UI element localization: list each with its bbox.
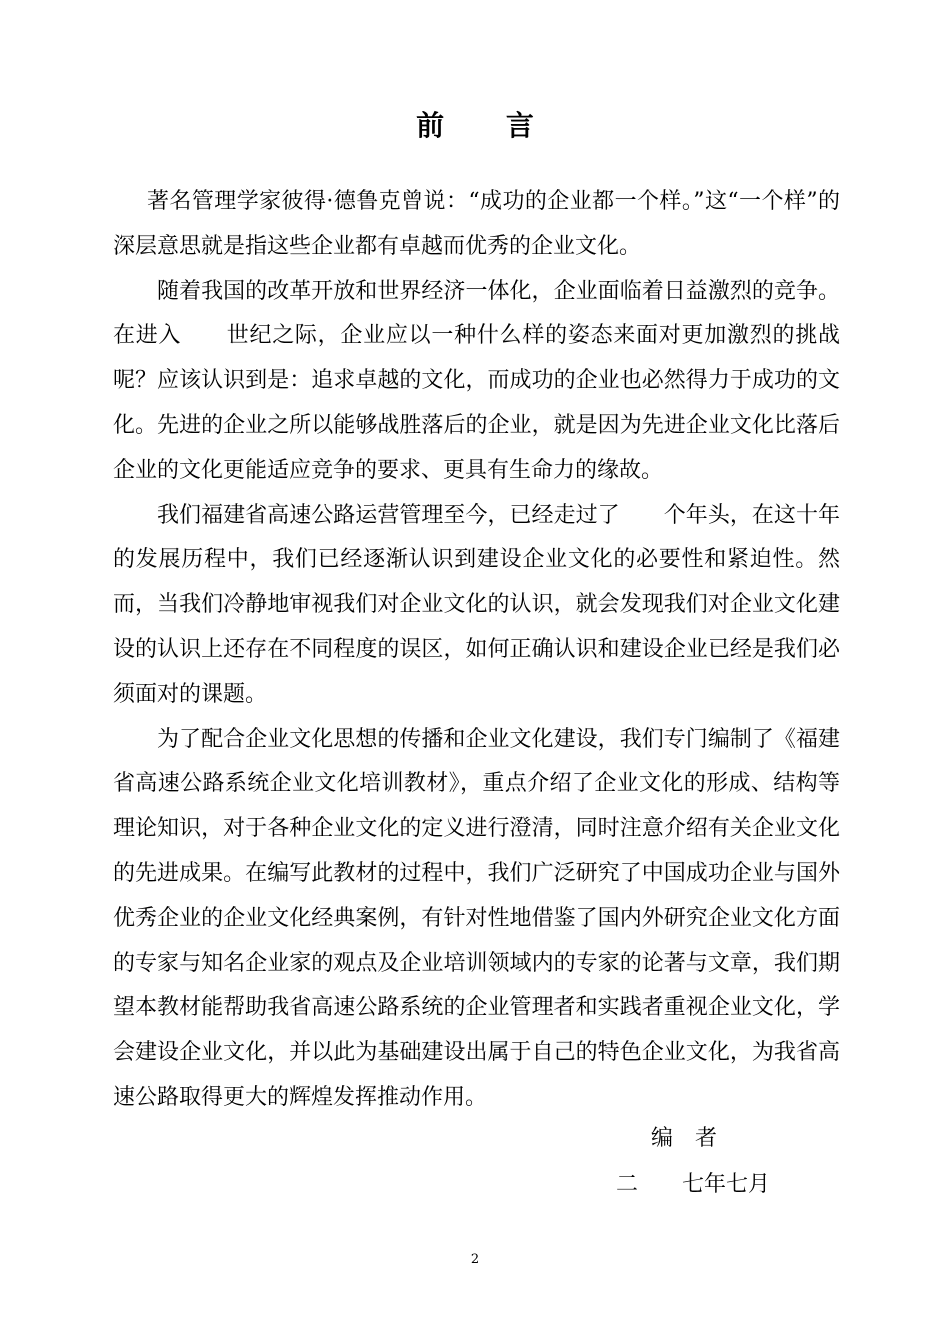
author-signature: 编者: [651, 1126, 740, 1151]
preface-body: [113, 180, 840, 1121]
page-title: 前 言: [416, 109, 560, 142]
paragraph-3: 我们福建省高速公路运营管理至今，已经走过了 个年头，在这十年的发展历程中，我们已经逐渐认识到建设企业文化的必要性和紧迫性。然而，当我们冷静地审视我们对企业文化的认识，就会发现我们对企业文化建设的认识上还存在不同程度的误区，如何正确认识和建设企业已经是我们必须面对的课题。: [113, 502, 840, 707]
page-number: 2: [470, 1252, 480, 1267]
paragraph-2: 随着我国的改革开放和世界经济一体化，企业面临着日益激烈的竞争。在进入 世纪之际，企业应以一种什么样的姿态来面对更加激烈的挑战呢？应该认识到是：追求卓越的文化，而成功的企业也必然得力于成功的文化。先进的企业之所以能够战胜落后的企业，就是因为先进企业文化比落后企业的文化更能适应竞争的要求、更具有生命力的缘故。: [113, 278, 840, 483]
date-signature: 二 七年七月: [616, 1172, 771, 1197]
paragraph-1: 著名管理学家彼得·德鲁克曾说：“成功的企业都一个样。”这“一个样”的深层意思就是指这些企业都有卓越而优秀的企业文化。: [113, 189, 840, 259]
paragraph-4: 为了配合企业文化思想的传播和企业文化建设，我们专门编制了《福建省高速公路系统企业文化培训教材》，重点介绍了企业文化的形成、结构等理论知识，对于各种企业文化的定义进行澄清，同时注意介绍有关企业文化的先进成果。在编写此教材的过程中，我们广泛研究了中国成功企业与国外优秀企业的企业文化经典案例，有针对性地借鉴了国内外研究企业文化方面的专家与知名企业家的观点及企业培训领域内的专家的论著与文章，我们期望本教材能帮助我省高速公路系统的企业管理者和实践者重视企业文化，学会建设企业文化，并以此为基础建设出属于自己的特色企业文化，为我省高速公路取得更大的辉煌发挥推动作用。: [113, 726, 840, 1110]
